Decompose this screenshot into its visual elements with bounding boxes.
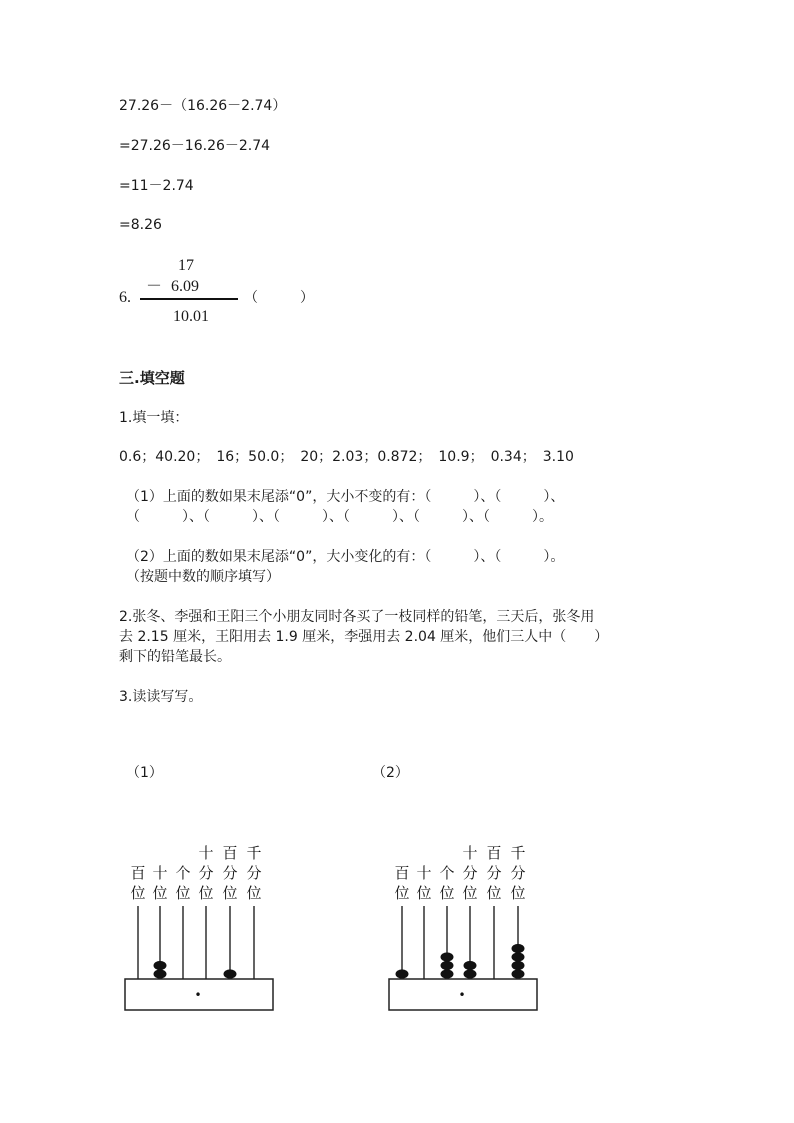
abacus2-bead	[441, 969, 454, 978]
q1-part1-line2: （ ）、（ ）、（ ）、（ ）、（ ）、（ ）。	[126, 509, 553, 525]
abacus2-bead	[464, 969, 477, 978]
abacus2-bead	[512, 952, 525, 961]
abacus1-place-label-char: 位	[130, 884, 146, 902]
calc-line-3: =11－2.74	[119, 178, 194, 194]
abacus1-place-label-char: 位	[152, 884, 168, 902]
abacus2-bead	[512, 969, 525, 978]
minus-sign: －	[146, 278, 163, 295]
abacus2-place-label-char: 分	[462, 864, 478, 882]
abacus1-place-label-char: 位	[198, 884, 214, 902]
abacus2-place-label-char: 位	[510, 884, 526, 902]
q1-part2-line1: （2）上面的数如果末尾添“0”，大小变化的有：（ ）、（ ）。	[126, 549, 565, 565]
abacus2-place-label-char: 位	[439, 884, 455, 902]
abacus-2	[382, 840, 547, 1015]
abacus2-place-label-char: 十	[416, 864, 432, 882]
abacus1-place-label-char: 分	[198, 864, 214, 882]
abacus2-place-label-char: 分	[486, 864, 502, 882]
abacus2-place-label-char: 位	[486, 884, 502, 902]
abacus1-place-label-char: 十	[152, 864, 168, 882]
abacus1-place-label-char: 个	[175, 864, 191, 882]
calc-line-1: 27.26－（16.26－2.74）	[119, 98, 287, 114]
q2-line3: 剩下的铅笔最长。	[119, 649, 231, 665]
q1-numbers: 0.6；40.20； 16；50.0； 20；2.03；0.872； 10.9； 0.34； 3.10	[119, 449, 574, 465]
difference: 10.01	[173, 308, 209, 325]
abacus2-place-label-char: 百	[486, 844, 502, 862]
abacus1-bead	[224, 969, 237, 978]
abacus1-place-label-char: 千	[246, 844, 262, 862]
question-number: 6.	[119, 289, 131, 306]
abacus1-place-label-char: 分	[222, 864, 238, 882]
q2-line1: 2.张冬、李强和王阳三个小朋友同时各买了一枝同样的铅笔，三天后，张冬用	[119, 609, 595, 625]
abacus2-place-label-char: 百	[394, 864, 410, 882]
abacus2-bead	[441, 952, 454, 961]
abacus2-bead	[396, 969, 409, 978]
abacus2-place-label-char: 十	[462, 844, 478, 862]
calc-line-2: =27.26－16.26－2.74	[119, 138, 271, 154]
abacus2-place-label-char: 分	[510, 864, 526, 882]
abacus1-decimal-point: •	[194, 988, 202, 1002]
q2-line2: 去 2.15 厘米，王阳用去 1.9 厘米，李强用去 2.04 厘米，他们三人中（ ）	[119, 629, 609, 645]
abacus1-place-label-char: 百	[222, 844, 238, 862]
abacus-label-2: （2）	[372, 765, 409, 781]
abacus2-bead	[512, 944, 525, 953]
abacus2-place-label-char: 个	[439, 864, 455, 882]
abacus1-bead	[154, 961, 167, 970]
abacus-label-1: （1）	[126, 765, 163, 781]
q1-title: 1.填一填：	[119, 410, 189, 426]
subtraction-rule	[140, 298, 238, 300]
abacus2-place-label-char: 千	[510, 844, 526, 862]
abacus1-place-label-char: 百	[130, 864, 146, 882]
abacus1-place-label-char: 位	[246, 884, 262, 902]
abacus2-place-label-char: 位	[416, 884, 432, 902]
abacus2-bead	[441, 961, 454, 970]
q3-title: 3.读读写写。	[119, 689, 203, 705]
abacus1-bead	[154, 969, 167, 978]
abacus2-place-label-char: 位	[394, 884, 410, 902]
minuend: 17	[178, 257, 194, 274]
abacus2-bead	[464, 961, 477, 970]
abacus-1	[118, 840, 283, 1015]
abacus1-place-label-char: 位	[222, 884, 238, 902]
abacus1-place-label-char: 十	[198, 844, 214, 862]
subtrahend: 6.09	[171, 278, 199, 295]
section-title: 三.填空题	[119, 369, 185, 387]
abacus2-decimal-point: •	[458, 988, 466, 1002]
q1-part1-line1: （1）上面的数如果末尾添“0”，大小不变的有：（ ）、（ ）、	[126, 489, 565, 505]
answer-blank[interactable]: （ ）	[244, 290, 314, 306]
q1-part2-line2: （按题中数的顺序填写）	[126, 569, 280, 585]
abacus1-place-label-char: 位	[175, 884, 191, 902]
abacus1-place-label-char: 分	[246, 864, 262, 882]
abacus2-place-label-char: 位	[462, 884, 478, 902]
abacus2-bead	[512, 961, 525, 970]
calc-line-4: =8.26	[119, 217, 162, 233]
